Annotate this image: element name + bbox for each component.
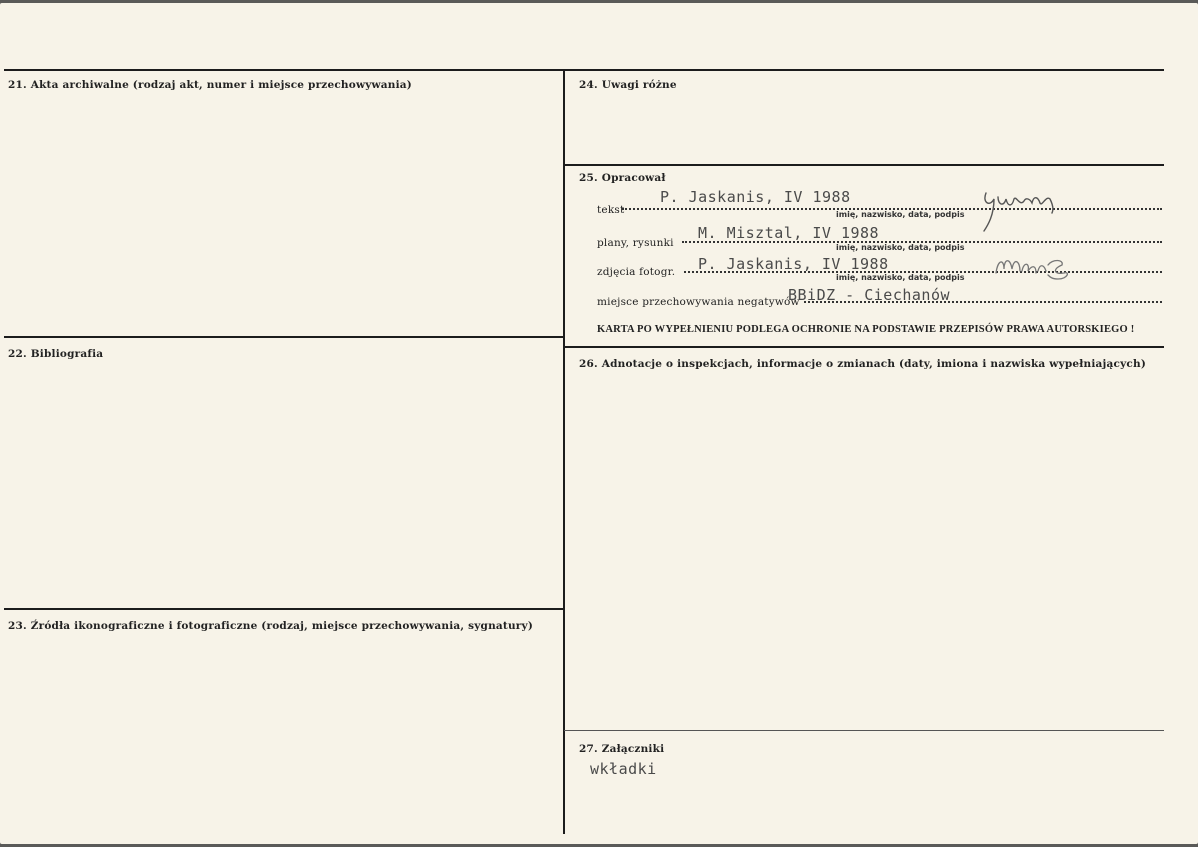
row-tekst-label: tekst xyxy=(597,204,625,216)
record-card-page xyxy=(0,3,1198,844)
left-rule-21-22 xyxy=(4,336,564,338)
row-plany-value: M. Misztal, IV 1988 xyxy=(698,224,880,242)
field-26-label: 26. Adnotacje o inspekcjach, informacje o zmianach (daty, imiona i nazwiska wypełniających) xyxy=(579,358,1147,370)
row-tekst-value: P. Jaskanis, IV 1988 xyxy=(660,188,851,206)
row-tekst-hint: imię, nazwisko, data, podpis xyxy=(836,210,965,219)
negatives-value: BBiDZ - Ciechanów xyxy=(788,286,951,304)
right-rule-25-26 xyxy=(564,346,1164,348)
copyright-notice: KARTA PO WYPEŁNIENIU PODLEGA OCHRONIE NA PODSTAWIE PRZEPISÓW PRAWA AUTORSKIEGO ! xyxy=(597,324,1135,335)
row-zdjecia-value: P. Jaskanis, IV 1988 xyxy=(698,255,889,273)
signature-zdjecia xyxy=(992,251,1082,291)
field-21-label: 21. Akta archiwalne (rodzaj akt, numer i miejsce przechowywania) xyxy=(8,79,412,91)
field-27-label: 27. Załączniki xyxy=(579,743,665,755)
negatives-label: miejsce przechowywania negatywów xyxy=(597,296,800,308)
field-25-label: 25. Opracował xyxy=(579,172,666,184)
center-vertical-rule xyxy=(563,69,565,834)
row-zdjecia-label: zdjęcia fotogr. xyxy=(597,266,676,278)
signature-tekst xyxy=(980,185,1070,235)
row-plany-label: plany, rysunki xyxy=(597,237,674,249)
field-23-label: 23. Źródła ikonograficzne i fotograficzne (rodzaj, miejsce przechowywania, sygnatury) xyxy=(8,620,533,632)
field-22-label: 22. Bibliografia xyxy=(8,348,104,360)
attachments-value: wkładki xyxy=(590,760,657,778)
right-rule-26-27 xyxy=(564,730,1164,731)
row-plany-hint: imię, nazwisko, data, podpis xyxy=(836,243,965,252)
row-zdjecia-hint: imię, nazwisko, data, podpis xyxy=(836,273,965,282)
top-horizontal-rule xyxy=(4,69,1164,71)
right-rule-24-25 xyxy=(564,164,1164,166)
left-rule-22-23 xyxy=(4,608,564,610)
field-24-label: 24. Uwagi różne xyxy=(579,79,677,91)
